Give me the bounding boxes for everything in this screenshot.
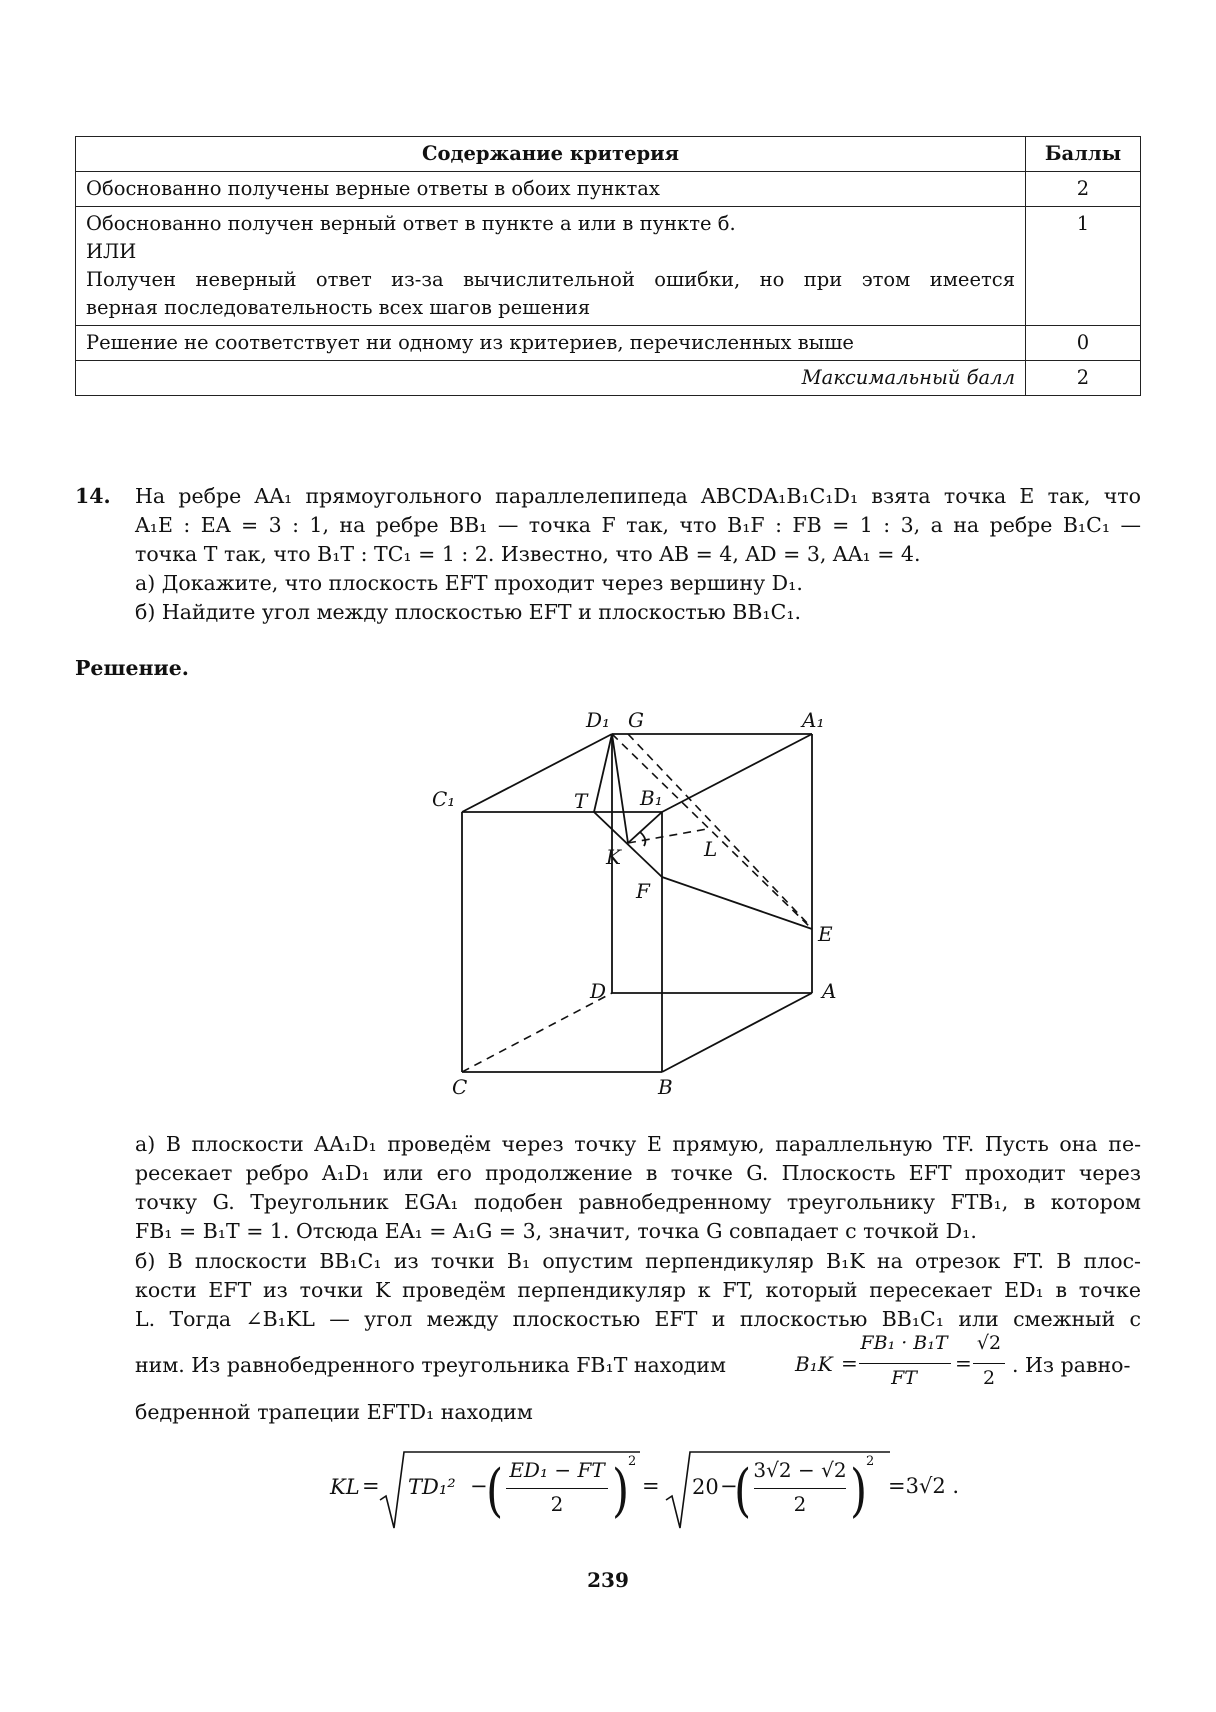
formula-kl-inner-denominator-2: 2 bbox=[793, 1492, 807, 1516]
formula-b1k-numerator: FB₁ · B₁T bbox=[860, 1332, 948, 1354]
formula-kl-result bbox=[888, 1474, 959, 1498]
problem-line: На ребре AA₁ прямоугольного параллелепипеда ABCDA₁B₁C₁D₁ взята точка E так, что bbox=[135, 484, 1141, 508]
formula-kl-td: TD₁² bbox=[408, 1475, 456, 1499]
problem-number: 14. bbox=[75, 484, 111, 508]
solution-line-formula-left: ним. Из равнобедренного треугольника FB₁T находим bbox=[135, 1353, 726, 1377]
fraction-bar bbox=[859, 1363, 951, 1364]
label-a: A bbox=[822, 979, 837, 1003]
criterion-line: верная последовательность всех шагов решения bbox=[86, 296, 591, 319]
formula-b1k-numerator-2: √2 bbox=[976, 1332, 1002, 1354]
minus-sign: − bbox=[720, 1474, 738, 1498]
paren-close: ) bbox=[612, 1458, 630, 1525]
label-d: D bbox=[590, 979, 607, 1003]
solution-part-a bbox=[135, 1130, 1141, 1246]
label-b1: B₁ bbox=[640, 786, 663, 810]
label-f: F bbox=[636, 879, 650, 903]
solution-line: точку G. Треугольник EGA₁ подобен равнобедренному треугольнику FTB₁, в котором bbox=[135, 1190, 1141, 1214]
criterion-line: Получен неверный ответ из-за вычислительной ошибки, но при этом имеется bbox=[86, 268, 1015, 291]
formula-kl bbox=[330, 1448, 890, 1532]
page-number: 239 bbox=[587, 1568, 629, 1592]
max-score-points: 2 bbox=[1026, 361, 1141, 396]
solution-line-formula-right: . Из равно- bbox=[1012, 1353, 1131, 1377]
problem-line: б) Найдите угол между плоскостью EFT и плоскостью BB₁C₁. bbox=[135, 600, 802, 624]
fraction-bar bbox=[973, 1363, 1005, 1364]
formula-kl-inner-denominator: 2 bbox=[550, 1492, 564, 1516]
solution-line: ресекает ребро A₁D₁ или его продолжение в точке G. Плоскость EFT проходит через bbox=[135, 1161, 1141, 1185]
solution-line: FB₁ = B₁T = 1. Отсюда EA₁ = A₁G = 3, значит, точка G совпадает с точкой D₁. bbox=[135, 1219, 977, 1243]
label-k: K bbox=[606, 845, 621, 869]
criterion-line: Решение не соответствует ни одному из критериев, перечисленных выше bbox=[86, 331, 854, 354]
formula-kl-result-value: 3√2 bbox=[905, 1474, 946, 1498]
paren-open: ( bbox=[734, 1458, 752, 1525]
label-t: T bbox=[574, 789, 588, 813]
label-d1: D₁ bbox=[586, 708, 611, 732]
problem-line: а) Докажите, что плоскость EFT проходит через вершину D₁. bbox=[135, 571, 803, 595]
minus-sign: − bbox=[470, 1474, 488, 1498]
edge-b1-a1 bbox=[662, 734, 812, 812]
fraction-bar bbox=[754, 1488, 846, 1489]
formula-b1k-denominator-2: 2 bbox=[982, 1367, 996, 1389]
fraction-bar bbox=[506, 1488, 608, 1489]
criterion-line: Обоснованно получены верные ответы в обоих пунктах bbox=[86, 177, 660, 200]
label-l: L bbox=[704, 837, 718, 861]
segment-d1-k bbox=[612, 734, 628, 843]
criterion-points: 1 bbox=[1026, 207, 1141, 326]
header-content: Содержание критерия bbox=[76, 137, 1026, 172]
solution-title: Решение. bbox=[75, 656, 189, 680]
criterion-points: 0 bbox=[1026, 326, 1141, 361]
equals-sign: = bbox=[841, 1351, 858, 1375]
criterion-line: Обоснованно получен верный ответ в пункте а или в пункте б. bbox=[86, 212, 736, 235]
solution-line: бедренной трапеции EFTD₁ находим bbox=[135, 1400, 533, 1424]
formula-kl-twenty: 20 bbox=[692, 1475, 719, 1499]
solution-line: кости EFT из точки K проведём перпендикуляр к FT, который пересекает ED₁ в точке bbox=[135, 1278, 1141, 1302]
paren-open: ( bbox=[486, 1458, 504, 1525]
label-e: E bbox=[818, 922, 833, 946]
label-c: C bbox=[452, 1075, 468, 1099]
angle-mark bbox=[640, 832, 645, 846]
formula-kl-inner-numerator: ED₁ − FT bbox=[509, 1458, 605, 1482]
problem-line: точка T так, что B₁T : TC₁ = 1 : 2. Известно, что AB = 4, AD = 3, AA₁ = 4. bbox=[135, 542, 921, 566]
formula-b1k-lhs: B₁K bbox=[795, 1352, 833, 1376]
formula-b1k-denominator: FT bbox=[891, 1367, 917, 1389]
criterion-line: ИЛИ bbox=[86, 240, 137, 263]
label-a1: A₁ bbox=[802, 708, 825, 732]
formula-kl-inner-numerator-2: 3√2 − √2 bbox=[753, 1458, 847, 1482]
problem-line: A₁E : EA = 3 : 1, на ребре BB₁ — точка F так, что B₁F : FB = 1 : 3, а на ребре B₁C₁ — bbox=[135, 513, 1141, 537]
solution-line: L. Тогда ∠B₁KL — угол между плоскостью EFT и плоскостью BB₁C₁ или смежный с bbox=[135, 1307, 1141, 1331]
exponent: 2 bbox=[866, 1454, 875, 1469]
segment-f-e bbox=[662, 877, 812, 929]
formula-kl-lhs: KL bbox=[330, 1475, 360, 1499]
equals-sign: = bbox=[362, 1474, 380, 1498]
period: . bbox=[945, 1474, 960, 1498]
edge-c1-d1 bbox=[462, 734, 612, 812]
criterion-points: 2 bbox=[1026, 172, 1141, 207]
label-c1: C₁ bbox=[432, 787, 456, 811]
segment-d1-t bbox=[594, 734, 612, 812]
label-g: G bbox=[628, 708, 644, 732]
equals-sign: = bbox=[955, 1351, 972, 1375]
label-b: B bbox=[658, 1075, 673, 1099]
formula-b1k bbox=[795, 1332, 1035, 1396]
paren-close: ) bbox=[850, 1458, 868, 1525]
header-points: Баллы bbox=[1026, 137, 1141, 172]
max-score-label: Максимальный балл bbox=[76, 361, 1026, 396]
equals-sign: = bbox=[888, 1474, 906, 1498]
hidden-edge-c-d bbox=[462, 993, 612, 1072]
solution-line: б) В плоскости BB₁C₁ из точки B₁ опустим перпендикуляр B₁K на отрезок FT. В плос- bbox=[135, 1249, 1141, 1273]
solution-part-b bbox=[135, 1247, 1141, 1334]
solution-line: а) В плоскости AA₁D₁ проведём через точку E прямую, параллельную TF. Пусть она пе- bbox=[135, 1132, 1141, 1156]
edge-b-a bbox=[662, 993, 812, 1072]
equals-sign: = bbox=[642, 1474, 660, 1498]
exponent: 2 bbox=[628, 1454, 637, 1469]
